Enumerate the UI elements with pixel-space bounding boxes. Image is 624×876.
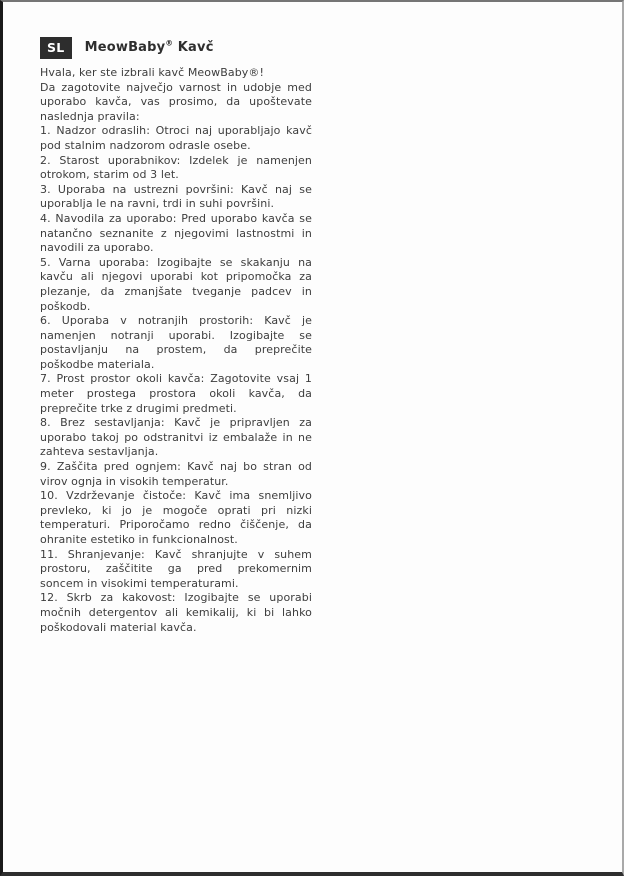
brand-name: MeowBaby [84,40,166,56]
product-name: Kavč [173,40,214,56]
rule-item-7: 7. Prost prostor okoli kavča: Zagotovite vsaj 1 meter prostega prostora okoli kavča, da preprečite trke z drugimi predmeti. [40,372,312,415]
rule-item-8: 8. Brez sestavljanja: Kavč je pripravljen za uporabo takoj po odstranitvi iz embalaže in ne zahteva sestavljanja. [40,416,312,459]
intro-thanks-line: Hvala, ker ste izbrali kavč MeowBaby®! [40,66,265,79]
language-badge: SL [40,37,72,59]
instructions-text [40,66,312,635]
registered-trademark-symbol: ® [165,38,174,48]
rule-item-2: 2. Starost uporabnikov: Izdelek je namenjen otrokom, starim od 3 let. [40,153,312,182]
rule-item-6: 6. Uporaba v notranjih prostorih: Kavč je namenjen notranji uporabi. Izogibajte se postavljanju na prostem, da preprečite poškodbe materiala. [40,314,312,371]
rule-item-5: 5. Varna uporaba: Izogibajte se skakanju na kavču ali njegovi uporabi kot pripomočka za plezanje, da zmanjšate tveganje padcev in poškodb. [40,255,312,313]
rule-item-4: 4. Navodila za uporabo: Pred uporabo kavča se natančno seznanite z njegovimi lastnostmi in navodili za uporabo. [40,211,312,255]
rule-item-11: 11. Shranjevanje: Kavč shranjujte v suhem prostoru, zaščitite ga pred prekomernim soncem in visokimi temperaturami. [40,547,312,590]
document-header [40,37,214,59]
intro-rules-line: Da zagotovite največjo varnost in udobje med uporabo kavča, vas prosimo, da upoštevate naslednja pravila: [40,80,312,123]
rule-item-1: 1. Nadzor odraslih: Otroci naj uporabljajo kavč pod stalnim nadzorom odrasle osebe. [40,124,312,152]
rule-item-9: 9. Zaščita pred ognjem: Kavč naj bo stran od virov ognja in visokih temperatur. [40,460,312,488]
rule-item-12: 12. Skrb za kakovost: Izogibajte se uporabi močnih detergentov ali kemikalij, ki bi lahko poškodovali material kavča. [40,591,312,634]
rule-item-3: 3. Uporaba na ustrezni površini: Kavč naj se uporablja le na ravni, trdi in suhi površini. [40,182,312,211]
page-title [85,40,214,55]
rule-item-10: 10. Vzdrževanje čistoče: Kavč ima snemljivo prevleko, ki jo je mogoče oprati pri nizki temperaturi. Priporočamo redno čiščenje, da ohranite estetiko in funkcionalnost. [40,489,312,546]
